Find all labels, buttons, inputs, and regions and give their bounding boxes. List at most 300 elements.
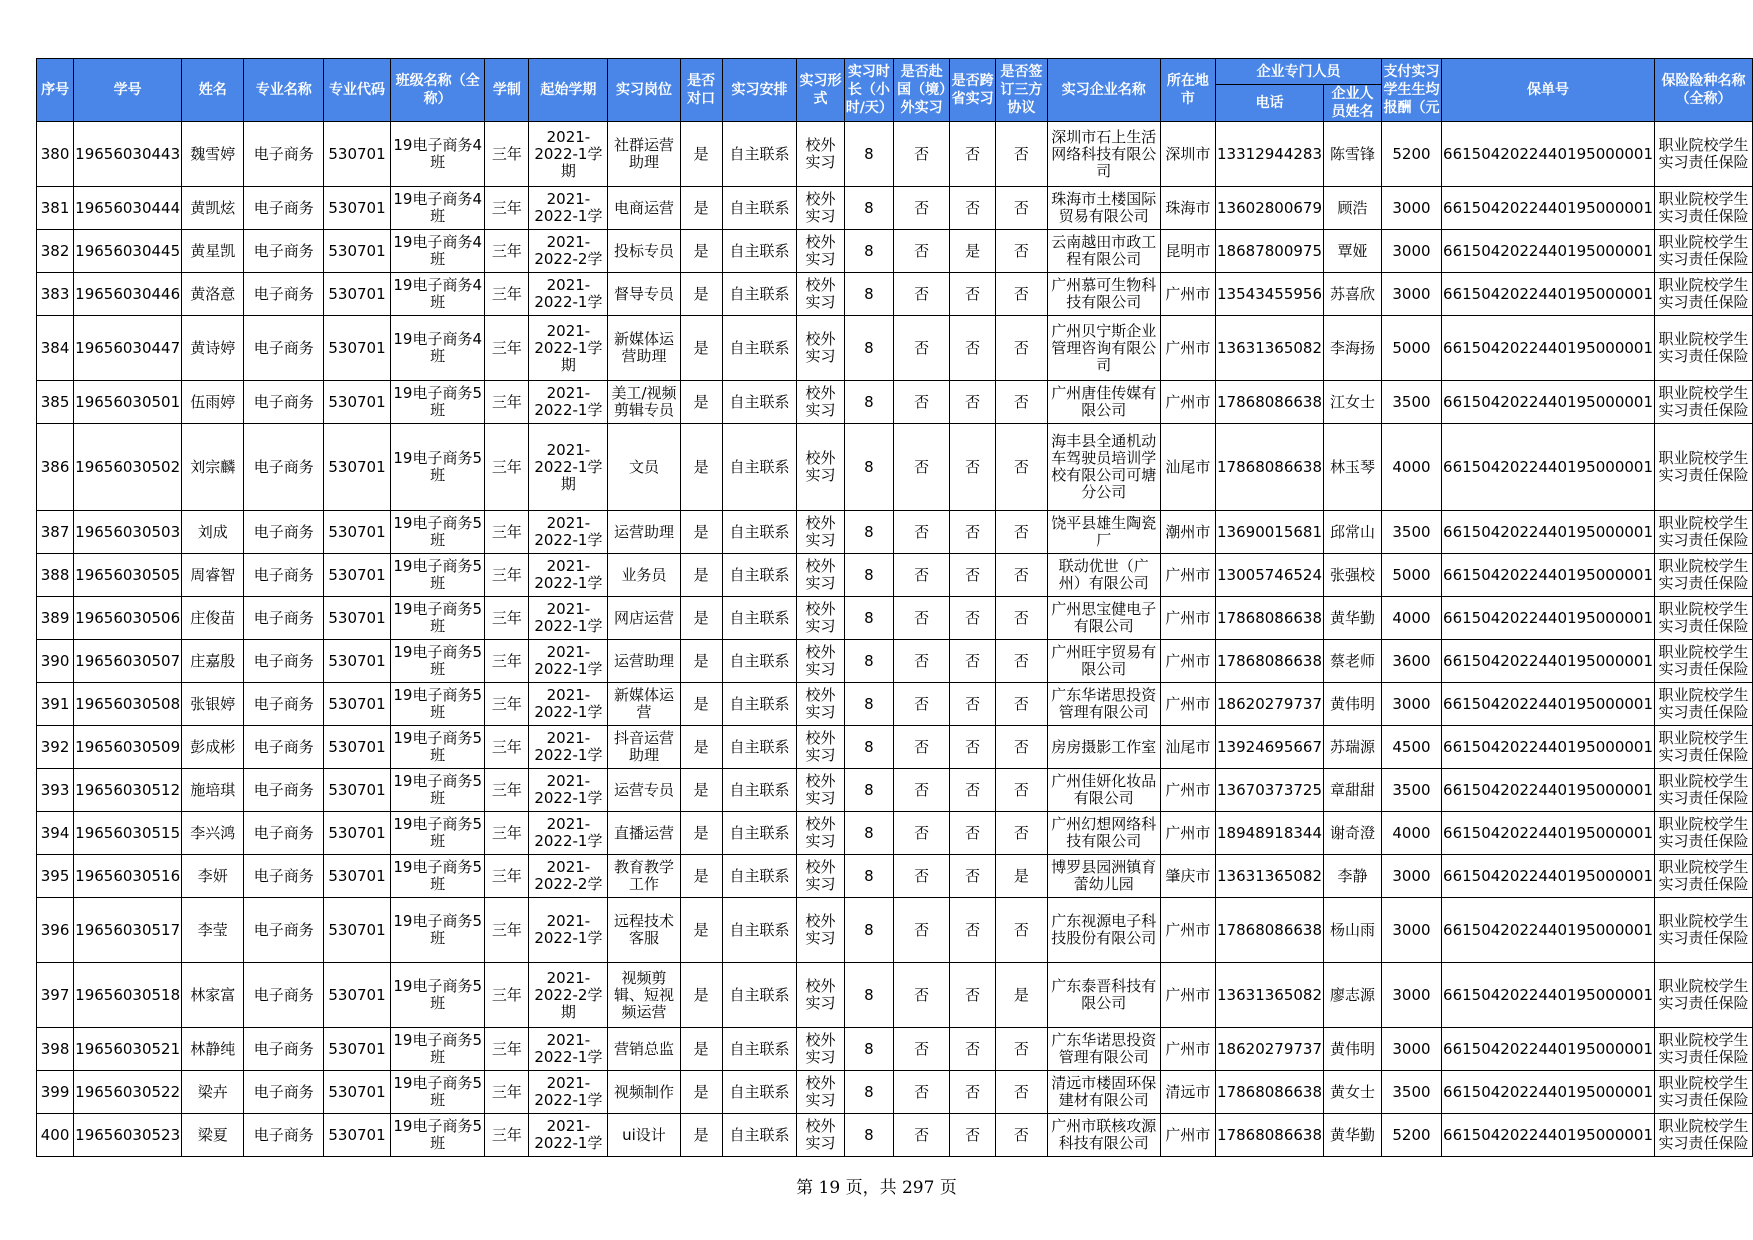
cross-province-cell-text: 否 — [965, 781, 981, 799]
insurance-cell — [1655, 511, 1753, 554]
start-term-cell-text: 2021-2022-1学 — [534, 385, 603, 419]
insurance-cell-text: 职业院校学生实习责任保险 — [1658, 1032, 1749, 1066]
policy-no-cell — [1442, 381, 1655, 424]
major-cell — [244, 316, 324, 381]
col-header-major-code: 专业代码 — [324, 59, 391, 122]
table-row — [37, 855, 1753, 898]
insurance-cell-text: 职业院校学生实习责任保险 — [1658, 277, 1749, 311]
city-cell-text: 广州市 — [1165, 566, 1211, 584]
cross-province-cell-text: 否 — [965, 867, 981, 885]
phone-cell-text: 13670373725 — [1217, 781, 1322, 799]
contact-name-cell-text: 张强校 — [1329, 566, 1375, 584]
policy-no-cell — [1442, 273, 1655, 316]
duration-cell — [485, 726, 529, 769]
name-cell — [182, 1114, 244, 1157]
major-code-cell-text: 530701 — [328, 458, 386, 476]
start-term-cell-text: 2021-2022-1学 — [534, 1032, 603, 1066]
student-id-cell — [74, 726, 182, 769]
class-cell — [391, 381, 485, 424]
contact-name-cell-text: 李海扬 — [1329, 339, 1375, 357]
pay-cell-text: 3500 — [1392, 1083, 1431, 1101]
company-cell-text: 房房摄影工作室 — [1051, 738, 1157, 756]
position-cell-text: 运营助理 — [613, 652, 674, 670]
company-cell-text: 清远市楼固环保建材有限公司 — [1051, 1075, 1157, 1109]
hours-cell — [844, 683, 893, 726]
student-id-cell — [74, 424, 182, 511]
arrangement-cell — [722, 898, 796, 963]
hours-cell-text: 8 — [864, 145, 874, 163]
abroad-cell-text: 否 — [914, 1040, 930, 1058]
city-cell-text: 广州市 — [1165, 393, 1211, 411]
student-id-cell-text: 19656030444 — [75, 199, 181, 217]
arrangement-cell — [722, 683, 796, 726]
tripartite-cell-text: 否 — [1013, 824, 1029, 842]
phone-cell-text: 17868086638 — [1217, 1126, 1322, 1144]
major-cell-text: 电子商务 — [253, 695, 314, 713]
arrangement-cell-text: 自主联系 — [729, 523, 790, 541]
major-cell-text: 电子商务 — [253, 609, 314, 627]
city-cell — [1160, 187, 1215, 230]
company-cell — [1047, 187, 1160, 230]
relevant-cell — [680, 963, 722, 1028]
seq-cell-text: 397 — [40, 986, 70, 1004]
col-header-major: 专业名称 — [244, 59, 324, 122]
pay-cell — [1381, 316, 1441, 381]
city-cell-text: 广州市 — [1165, 1126, 1211, 1144]
arrangement-cell — [722, 273, 796, 316]
company-cell-text: 广东视源电子科技股份有限公司 — [1051, 913, 1157, 947]
city-cell — [1160, 511, 1215, 554]
cross-province-cell — [950, 122, 996, 187]
arrangement-cell-text: 自主联系 — [729, 609, 790, 627]
policy-no-cell — [1442, 640, 1655, 683]
relevant-cell-text: 是 — [693, 824, 709, 842]
arrangement-cell-text: 自主联系 — [729, 339, 790, 357]
pay-cell — [1381, 381, 1441, 424]
duration-cell — [485, 381, 529, 424]
class-cell-text: 19电子商务4班 — [393, 277, 482, 311]
contact-name-cell — [1324, 511, 1382, 554]
policy-no-cell — [1442, 230, 1655, 273]
student-id-cell — [74, 769, 182, 812]
seq-cell — [37, 230, 74, 273]
major-code-cell — [324, 812, 391, 855]
cross-province-cell — [950, 597, 996, 640]
major-cell — [244, 122, 324, 187]
name-cell — [182, 230, 244, 273]
arrangement-cell — [722, 726, 796, 769]
relevant-cell — [680, 812, 722, 855]
pay-cell-text: 5200 — [1392, 145, 1431, 163]
pay-cell — [1381, 424, 1441, 511]
arrangement-cell-text: 自主联系 — [729, 1083, 790, 1101]
name-cell-text: 梁卉 — [197, 1083, 228, 1101]
company-cell — [1047, 381, 1160, 424]
insurance-cell-text: 职业院校学生实习责任保险 — [1658, 1075, 1749, 1109]
hours-cell-text: 8 — [864, 393, 874, 411]
abroad-cell-text: 否 — [914, 1083, 930, 1101]
city-cell-text: 广州市 — [1165, 921, 1211, 939]
duration-cell-text: 三年 — [491, 921, 522, 939]
hours-cell-text: 8 — [864, 242, 874, 260]
contact-name-cell — [1324, 424, 1382, 511]
contact-name-cell — [1324, 597, 1382, 640]
city-cell-text: 汕尾市 — [1165, 738, 1211, 756]
pay-cell-text: 4500 — [1392, 738, 1431, 756]
city-cell — [1160, 554, 1215, 597]
table-row — [37, 597, 1753, 640]
start-term-cell-text: 2021-2022-2学期 — [534, 969, 603, 1021]
class-cell — [391, 726, 485, 769]
tripartite-cell-text: 是 — [1013, 867, 1029, 885]
duration-cell-text: 三年 — [491, 393, 522, 411]
abroad-cell — [893, 640, 949, 683]
abroad-cell-text: 否 — [914, 738, 930, 756]
policy-no-cell — [1442, 1028, 1655, 1071]
contact-name-cell-text: 廖志源 — [1329, 986, 1375, 1004]
duration-cell — [485, 424, 529, 511]
company-cell-text: 珠海市土楼国际贸易有限公司 — [1051, 191, 1157, 225]
cross-province-cell — [950, 1114, 996, 1157]
contact-name-cell-text: 苏瑞源 — [1329, 738, 1375, 756]
cross-province-cell — [950, 1028, 996, 1071]
tripartite-cell — [996, 1028, 1048, 1071]
contact-name-cell — [1324, 1114, 1382, 1157]
tripartite-cell-text: 否 — [1013, 458, 1029, 476]
table-row — [37, 812, 1753, 855]
position-cell — [608, 812, 680, 855]
abroad-cell — [893, 316, 949, 381]
position-cell-text: 运营专员 — [613, 781, 674, 799]
cross-province-cell-text: 否 — [965, 285, 981, 303]
cross-province-cell — [950, 424, 996, 511]
col-header-tripartite: 是否签订三方协议 — [996, 59, 1048, 122]
relevant-cell — [680, 381, 722, 424]
position-cell — [608, 381, 680, 424]
student-id-cell — [74, 187, 182, 230]
class-cell-text: 19电子商务4班 — [393, 234, 482, 268]
major-code-cell — [324, 597, 391, 640]
seq-cell — [37, 898, 74, 963]
start-term-cell-text: 2021-2022-1学 — [534, 1075, 603, 1109]
class-cell-text: 19电子商务5班 — [393, 644, 482, 678]
phone-cell — [1216, 640, 1324, 683]
position-cell — [608, 683, 680, 726]
company-cell-text: 广东华诺思投资管理有限公司 — [1051, 1032, 1157, 1066]
start-term-cell — [529, 511, 608, 554]
contact-name-cell-text: 李静 — [1337, 867, 1368, 885]
start-term-cell-text: 2021-2022-1学 — [534, 913, 603, 947]
major-code-cell-text: 530701 — [328, 242, 386, 260]
student-id-cell — [74, 381, 182, 424]
company-cell — [1047, 1028, 1160, 1071]
contact-name-cell-text: 章甜甜 — [1329, 781, 1375, 799]
pay-cell-text: 5000 — [1392, 566, 1431, 584]
abroad-cell — [893, 1028, 949, 1071]
duration-cell-text: 三年 — [491, 652, 522, 670]
class-cell-text: 19电子商务5班 — [393, 773, 482, 807]
position-cell-text: 文员 — [628, 458, 659, 476]
col-header-contact-name: 企业人员姓名 — [1324, 85, 1382, 122]
form-cell-text: 校外实习 — [805, 644, 836, 678]
start-term-cell-text: 2021-2022-1学 — [534, 515, 603, 549]
pay-cell — [1381, 963, 1441, 1028]
seq-cell — [37, 273, 74, 316]
class-cell — [391, 963, 485, 1028]
duration-cell — [485, 230, 529, 273]
table-body — [37, 122, 1753, 1157]
abroad-cell — [893, 898, 949, 963]
col-header-arrangement: 实习安排 — [722, 59, 796, 122]
relevant-cell — [680, 122, 722, 187]
major-cell-text: 电子商务 — [253, 145, 314, 163]
abroad-cell-text: 否 — [914, 339, 930, 357]
duration-cell — [485, 187, 529, 230]
seq-cell — [37, 1114, 74, 1157]
cross-province-cell — [950, 769, 996, 812]
seq-cell-text: 395 — [40, 867, 70, 885]
policy-no-cell — [1442, 726, 1655, 769]
name-cell — [182, 597, 244, 640]
pay-cell — [1381, 898, 1441, 963]
pay-cell — [1381, 1071, 1441, 1114]
insurance-cell — [1655, 855, 1753, 898]
cross-province-cell — [950, 726, 996, 769]
policy-no-cell — [1442, 963, 1655, 1028]
hours-cell-text: 8 — [864, 652, 874, 670]
tripartite-cell — [996, 122, 1048, 187]
abroad-cell-text: 否 — [914, 781, 930, 799]
start-term-cell-text: 2021-2022-1学 — [534, 816, 603, 850]
major-cell — [244, 812, 324, 855]
contact-name-cell — [1324, 640, 1382, 683]
hours-cell — [844, 855, 893, 898]
form-cell-text: 校外实习 — [805, 773, 836, 807]
city-cell — [1160, 683, 1215, 726]
col-header-abroad: 是否赴国（境）外实习 — [893, 59, 949, 122]
arrangement-cell — [722, 963, 796, 1028]
major-code-cell-text: 530701 — [328, 921, 386, 939]
student-id-cell-text: 19656030506 — [75, 609, 181, 627]
relevant-cell — [680, 554, 722, 597]
tripartite-cell — [996, 316, 1048, 381]
cross-province-cell — [950, 511, 996, 554]
phone-cell — [1216, 683, 1324, 726]
position-cell — [608, 554, 680, 597]
contact-name-cell-text: 苏喜欣 — [1329, 285, 1375, 303]
abroad-cell-text: 否 — [914, 986, 930, 1004]
form-cell-text: 校外实习 — [805, 277, 836, 311]
policy-no-cell — [1442, 1114, 1655, 1157]
seq-cell-text: 392 — [40, 738, 70, 756]
contact-name-cell-text: 邱常山 — [1329, 523, 1375, 541]
company-cell — [1047, 554, 1160, 597]
table-row — [37, 511, 1753, 554]
hours-cell-text: 8 — [864, 695, 874, 713]
major-code-cell-text: 530701 — [328, 986, 386, 1004]
start-term-cell — [529, 381, 608, 424]
cross-province-cell-text: 否 — [965, 824, 981, 842]
major-cell-text: 电子商务 — [253, 242, 314, 260]
phone-cell — [1216, 230, 1324, 273]
company-cell-text: 饶平县雄生陶瓷厂 — [1051, 515, 1157, 549]
duration-cell-text: 三年 — [491, 824, 522, 842]
major-code-cell-text: 530701 — [328, 824, 386, 842]
hours-cell — [844, 597, 893, 640]
position-cell-text: 新媒体运营助理 — [613, 331, 674, 365]
duration-cell — [485, 898, 529, 963]
relevant-cell — [680, 597, 722, 640]
tripartite-cell-text: 否 — [1013, 695, 1029, 713]
col-header-form: 实习形式 — [797, 59, 845, 122]
city-cell-text: 广州市 — [1165, 1040, 1211, 1058]
cross-province-cell — [950, 640, 996, 683]
class-cell-text: 19电子商务4班 — [393, 191, 482, 225]
abroad-cell-text: 否 — [914, 458, 930, 476]
name-cell — [182, 122, 244, 187]
form-cell — [797, 597, 845, 640]
city-cell — [1160, 963, 1215, 1028]
table-row — [37, 230, 1753, 273]
tripartite-cell-text: 否 — [1013, 738, 1029, 756]
seq-cell-text: 381 — [40, 199, 70, 217]
policy-no-cell — [1442, 769, 1655, 812]
insurance-cell — [1655, 1028, 1753, 1071]
cross-province-cell-text: 否 — [965, 1040, 981, 1058]
hours-cell-text: 8 — [864, 339, 874, 357]
phone-cell-text: 17868086638 — [1217, 393, 1322, 411]
company-cell-text: 广州唐佳传媒有限公司 — [1051, 385, 1157, 419]
cross-province-cell-text: 否 — [965, 921, 981, 939]
hours-cell — [844, 898, 893, 963]
seq-cell-text: 399 — [40, 1083, 70, 1101]
phone-cell — [1216, 187, 1324, 230]
pay-cell — [1381, 640, 1441, 683]
start-term-cell — [529, 424, 608, 511]
insurance-cell — [1655, 726, 1753, 769]
tripartite-cell — [996, 230, 1048, 273]
phone-cell-text: 17868086638 — [1217, 1083, 1322, 1101]
company-cell — [1047, 812, 1160, 855]
contact-name-cell — [1324, 273, 1382, 316]
policy-no-cell — [1442, 597, 1655, 640]
seq-cell — [37, 597, 74, 640]
form-cell-text: 校外实习 — [805, 558, 836, 592]
pay-cell — [1381, 122, 1441, 187]
abroad-cell-text: 否 — [914, 824, 930, 842]
form-cell-text: 校外实习 — [805, 816, 836, 850]
insurance-cell — [1655, 187, 1753, 230]
company-cell-text: 海丰县全通机动车驾驶员培训学校有限公司可塘分公司 — [1051, 433, 1157, 501]
position-cell-text: 直播运营 — [613, 824, 674, 842]
seq-cell-text: 393 — [40, 781, 70, 799]
student-id-cell-text: 19656030502 — [75, 458, 181, 476]
company-cell-text: 广州旺宇贸易有限公司 — [1051, 644, 1157, 678]
insurance-cell — [1655, 640, 1753, 683]
name-cell-text: 魏雪婷 — [190, 145, 236, 163]
duration-cell — [485, 683, 529, 726]
policy-no-cell-text: 6615042022440195000001 — [1443, 523, 1653, 541]
tripartite-cell-text: 否 — [1013, 339, 1029, 357]
name-cell-text: 黄凯炫 — [190, 199, 236, 217]
company-cell — [1047, 769, 1160, 812]
policy-no-cell — [1442, 898, 1655, 963]
name-cell-text: 庄俊苗 — [190, 609, 236, 627]
duration-cell-text: 三年 — [491, 145, 522, 163]
city-cell-text: 珠海市 — [1165, 199, 1211, 217]
name-cell-text: 刘宗麟 — [190, 458, 236, 476]
position-cell — [608, 597, 680, 640]
contact-name-cell-text: 蔡老师 — [1329, 652, 1375, 670]
tripartite-cell-text: 否 — [1013, 566, 1029, 584]
cross-province-cell-text: 否 — [965, 1083, 981, 1101]
form-cell — [797, 855, 845, 898]
pay-cell — [1381, 511, 1441, 554]
major-code-cell-text: 530701 — [328, 781, 386, 799]
student-id-cell-text: 19656030503 — [75, 523, 181, 541]
seq-cell-text: 383 — [40, 285, 70, 303]
major-cell — [244, 273, 324, 316]
policy-no-cell — [1442, 554, 1655, 597]
phone-cell-text: 13312944283 — [1217, 145, 1322, 163]
hours-cell — [844, 812, 893, 855]
seq-cell — [37, 424, 74, 511]
company-cell — [1047, 1071, 1160, 1114]
cross-province-cell-text: 否 — [965, 695, 981, 713]
phone-cell — [1216, 812, 1324, 855]
relevant-cell-text: 是 — [693, 609, 709, 627]
relevant-cell-text: 是 — [693, 393, 709, 411]
abroad-cell-text: 否 — [914, 609, 930, 627]
relevant-cell — [680, 855, 722, 898]
duration-cell-text: 三年 — [491, 609, 522, 627]
abroad-cell-text: 否 — [914, 695, 930, 713]
position-cell-text: 抖音运营助理 — [613, 730, 674, 764]
cross-province-cell-text: 否 — [965, 609, 981, 627]
seq-cell — [37, 187, 74, 230]
policy-no-cell-text: 6615042022440195000001 — [1443, 566, 1653, 584]
duration-cell-text: 三年 — [491, 781, 522, 799]
table-row — [37, 554, 1753, 597]
pay-cell — [1381, 554, 1441, 597]
company-cell — [1047, 726, 1160, 769]
start-term-cell — [529, 898, 608, 963]
duration-cell-text: 三年 — [491, 339, 522, 357]
city-cell — [1160, 1114, 1215, 1157]
col-header-start-term: 起始学期 — [529, 59, 608, 122]
relevant-cell — [680, 640, 722, 683]
relevant-cell-text: 是 — [693, 986, 709, 1004]
phone-cell-text: 13631365082 — [1217, 867, 1322, 885]
abroad-cell — [893, 1071, 949, 1114]
abroad-cell-text: 否 — [914, 566, 930, 584]
contact-name-cell — [1324, 381, 1382, 424]
policy-no-cell — [1442, 316, 1655, 381]
policy-no-cell — [1442, 683, 1655, 726]
cross-province-cell — [950, 855, 996, 898]
table-row — [37, 273, 1753, 316]
student-id-cell-text: 19656030447 — [75, 339, 181, 357]
pay-cell-text: 4000 — [1392, 609, 1431, 627]
name-cell-text: 黄诗婷 — [190, 339, 236, 357]
duration-cell — [485, 554, 529, 597]
policy-no-cell-text: 6615042022440195000001 — [1443, 1040, 1653, 1058]
company-cell-text: 广东泰晋科技有限公司 — [1051, 978, 1157, 1012]
position-cell — [608, 898, 680, 963]
hours-cell-text: 8 — [864, 458, 874, 476]
seq-cell — [37, 316, 74, 381]
position-cell-text: 美工/视频剪辑专员 — [611, 385, 677, 419]
